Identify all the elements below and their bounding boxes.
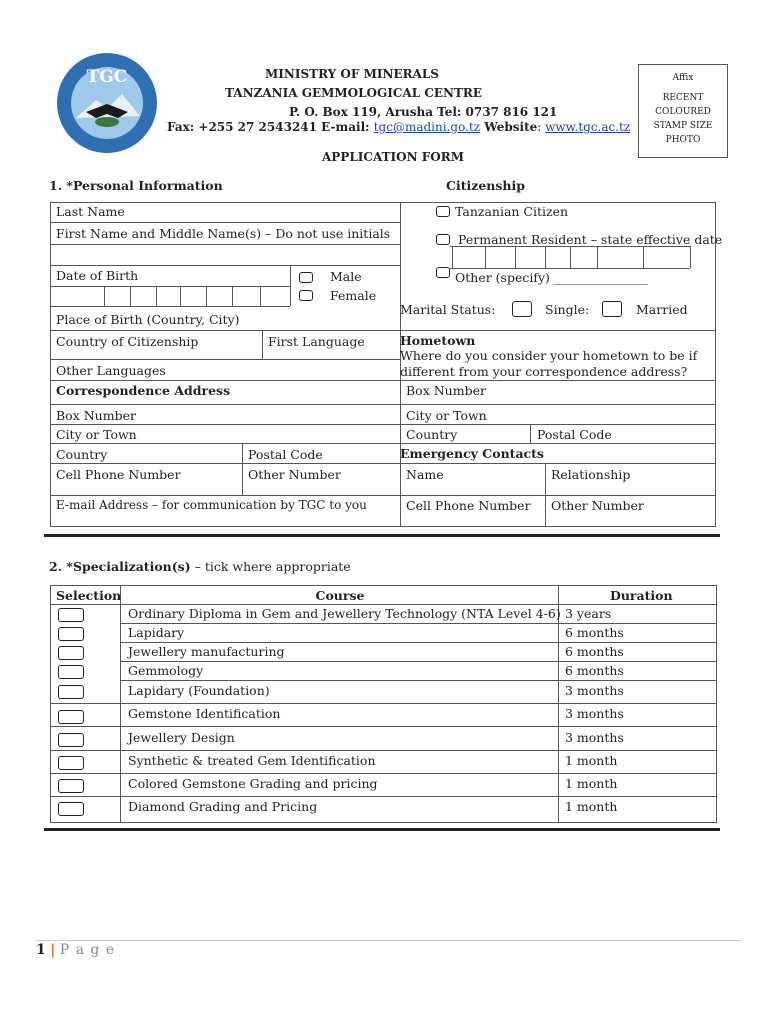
last-name-label: Last Name: [56, 204, 125, 219]
course-duration: 6 months: [565, 644, 624, 659]
course-duration: 1 month: [565, 753, 618, 768]
city-town-label: City or Town: [56, 427, 137, 442]
form-title: APPLICATION FORM: [322, 150, 464, 164]
other-number-label: Other Number: [248, 467, 341, 482]
country-label: Country: [56, 447, 108, 462]
course-checkbox-3[interactable]: [58, 646, 84, 660]
course-duration: 3 months: [565, 683, 624, 698]
country-citizenship-label: Country of Citizenship: [56, 334, 199, 349]
page-label: P a g e: [59, 942, 116, 958]
male-checkbox[interactable]: [299, 272, 313, 283]
female-label: Female: [330, 288, 377, 303]
page-number: 1: [36, 942, 46, 958]
course-name: Gemstone Identification: [128, 706, 281, 721]
hometown-city-label: City or Town: [406, 408, 487, 423]
hometown-postal-code-label: Postal Code: [537, 427, 612, 442]
postal-code-label: Postal Code: [248, 447, 323, 462]
single-label: Single:: [545, 302, 590, 317]
emergency-cell-label: Cell Phone Number: [406, 498, 531, 513]
marital-checkbox-2[interactable]: [602, 301, 622, 317]
course-duration: 3 months: [565, 730, 624, 745]
website-link[interactable]: www.tgc.ac.tz: [545, 120, 631, 134]
course-checkbox-4[interactable]: [58, 665, 84, 679]
hometown-question-2: different from your correspondence address?: [400, 364, 688, 379]
course-duration: 1 month: [565, 776, 618, 791]
dob-label: Date of Birth: [56, 268, 139, 283]
course-name: Diamond Grading and Pricing: [128, 799, 318, 814]
course-duration: 6 months: [565, 663, 624, 678]
ministry-title: MINISTRY OF MINERALS: [265, 67, 439, 81]
section2-heading: 2. *Specialization(s) – tick where appropriate: [49, 559, 351, 574]
course-name: Synthetic & treated Gem Identification: [128, 753, 376, 768]
male-label: Male: [330, 269, 362, 284]
col-duration: Duration: [610, 588, 673, 603]
course-checkbox-1[interactable]: [58, 608, 84, 622]
course-checkbox-6[interactable]: [58, 710, 84, 724]
first-language-label: First Language: [268, 334, 365, 349]
correspondence-address-label: Correspondence Address: [56, 383, 231, 398]
course-duration: 3 months: [565, 706, 624, 721]
course-name: Lapidary (Foundation): [128, 683, 270, 698]
centre-name: TANZANIA GEMMOLOGICAL CENTRE: [225, 86, 483, 100]
section-divider: [44, 534, 720, 537]
course-checkbox-7[interactable]: [58, 733, 84, 747]
course-checkbox-9[interactable]: [58, 779, 84, 793]
course-duration: 6 months: [565, 625, 624, 640]
female-checkbox[interactable]: [299, 290, 313, 301]
address-line: P. O. Box 119, Arusha Tel: 0737 816 121: [289, 105, 558, 119]
permanent-resident-label: Permanent Resident – state effective date: [458, 232, 723, 247]
hometown-box-number-label: Box Number: [406, 383, 486, 398]
citizenship-title: Citizenship: [446, 178, 525, 193]
page-footer: 1 | P a g e: [36, 942, 116, 958]
email-link[interactable]: tgc@madini.go.tz: [373, 120, 481, 134]
first-middle-name-label: First Name and Middle Name(s) – Do not use initials: [56, 226, 391, 241]
course-duration: 1 month: [565, 799, 618, 814]
email-address-label: E-mail Address – for communication by TGC to you: [56, 498, 367, 512]
course-checkbox-5[interactable]: [58, 685, 84, 699]
course-name: Jewellery manufacturing: [128, 644, 285, 659]
col-course: Course: [315, 588, 365, 603]
course-name: Colored Gemstone Grading and pricing: [128, 776, 378, 791]
marital-status-label: Marital Status:: [400, 302, 496, 317]
permanent-resident-checkbox[interactable]: [436, 234, 450, 245]
course-checkbox-8[interactable]: [58, 756, 84, 770]
course-name: Gemmology: [128, 663, 204, 678]
course-checkbox-10[interactable]: [58, 802, 84, 816]
tanzanian-label: Tanzanian Citizen: [455, 204, 569, 219]
section1-title: 1. *Personal Information: [49, 178, 223, 193]
hometown-country-label: Country: [406, 427, 458, 442]
place-of-birth-label: Place of Birth (Country, City): [56, 312, 240, 327]
emergency-name-label: Name: [406, 467, 444, 482]
svg-text:TGC: TGC: [86, 67, 128, 87]
marital-checkbox-1[interactable]: [512, 301, 532, 317]
course-name: Jewellery Design: [128, 730, 235, 745]
course-duration: 3 years: [565, 606, 612, 621]
married-label: Married: [636, 302, 688, 317]
tanzanian-checkbox[interactable]: [436, 206, 450, 217]
course-name: Lapidary: [128, 625, 185, 640]
emergency-contacts-title: Emergency Contacts: [400, 446, 544, 461]
other-citizenship-checkbox[interactable]: [436, 267, 450, 278]
other-specify-label: Other (specify) _______________: [455, 270, 648, 285]
hometown-title: Hometown: [400, 333, 476, 348]
emergency-relationship-label: Relationship: [551, 467, 631, 482]
col-selection: Selection: [56, 588, 122, 603]
other-languages-label: Other Languages: [56, 363, 166, 378]
contact-line: Fax: +255 27 2543241 E-mail: tgc@madini.go.tz Website: www.tgc.ac.tz: [167, 120, 631, 134]
hometown-question-1: Where do you consider your hometown to be if: [400, 348, 698, 363]
course-name: Ordinary Diploma in Gem and Jewellery Technology (NTA Level 4-6): [128, 606, 561, 621]
emergency-other-number-label: Other Number: [551, 498, 644, 513]
photo-box: Affix RECENT COLOURED STAMP SIZE PHOTO: [638, 64, 728, 158]
cell-phone-label: Cell Phone Number: [56, 467, 181, 482]
box-number-label: Box Number: [56, 408, 136, 423]
course-checkbox-2[interactable]: [58, 627, 84, 641]
table-bottom-rule: [44, 828, 720, 831]
